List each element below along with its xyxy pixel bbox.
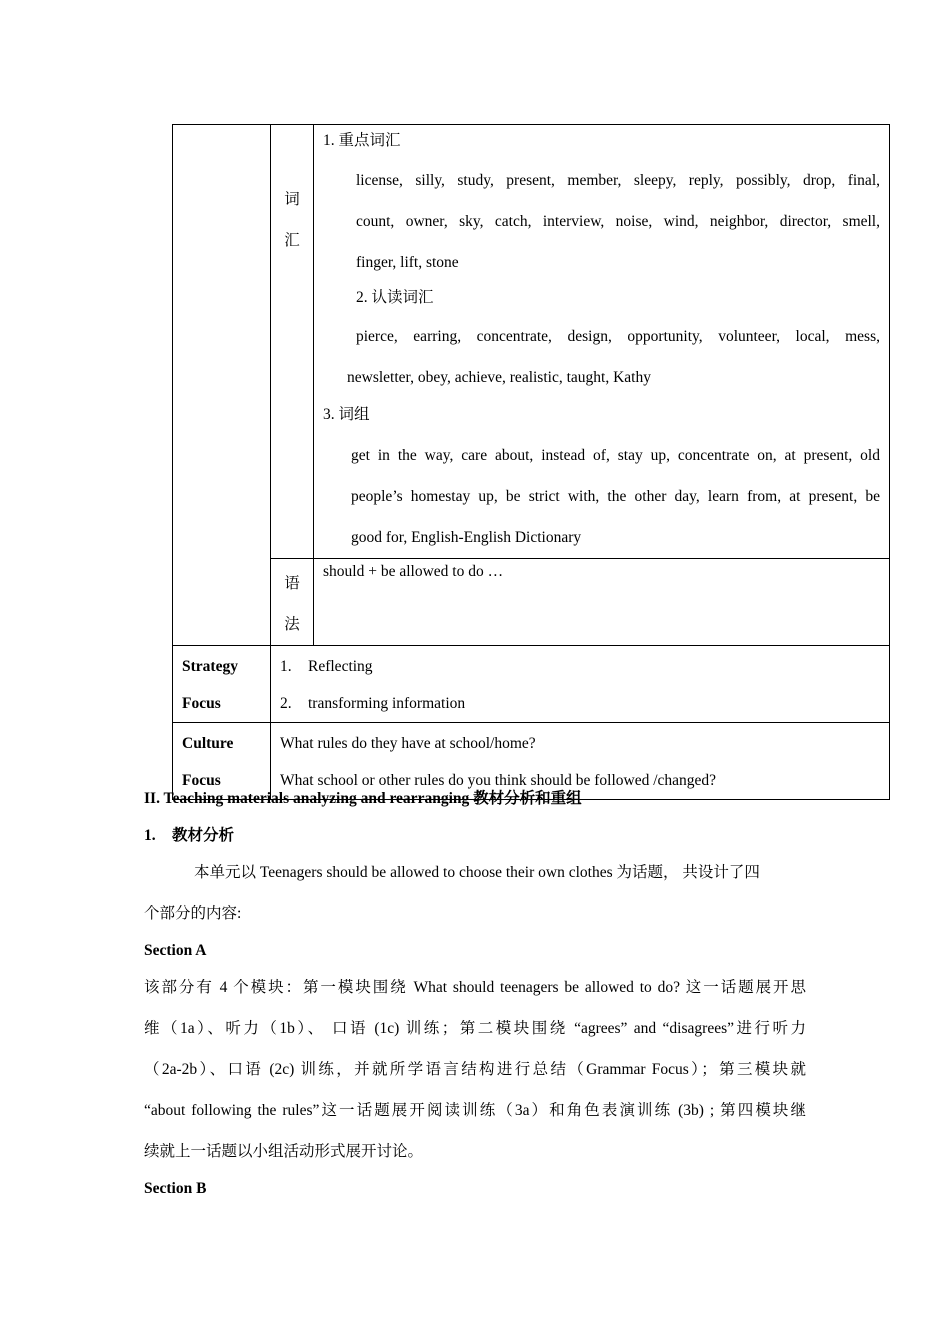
intro-line-1: 本单元以 Teenagers should be allowed to choose their own clothes 为话题， 共设计了四 xyxy=(194,864,760,881)
strategy-label-line-1: Strategy xyxy=(182,658,238,675)
section-a-line-1: 该部分有 4 个模块：第一模块围绕 What should teenagers be allowed to do? 这一话题展开思 xyxy=(144,979,806,996)
culture-label-line-2: Focus xyxy=(182,772,221,789)
strategy-content-cell xyxy=(271,646,890,723)
unit-overview-table xyxy=(172,124,890,800)
read-vocab-heading: 2. 认读词汇 xyxy=(356,289,434,306)
grammar-label-char-1: 语 xyxy=(284,575,300,592)
section-b-title: Section B xyxy=(144,1180,207,1197)
vocab-label-char-2: 汇 xyxy=(284,232,300,249)
culture-item-2: What school or other rules do you think should be followed /changed? xyxy=(280,772,717,789)
phrase-line-1: get in the way, care about, instead of, stay up, concentrate on, at present, old xyxy=(351,447,880,464)
section-a-line-3: （2a-2b）、口语 (2c) 训练，并就所学语言结构进行总结（Grammar Focus）；第三模块就 xyxy=(144,1061,806,1078)
strategy-item-1-num: 1. xyxy=(280,658,292,675)
intro-paragraph xyxy=(144,852,806,934)
strategy-label-line-2: Focus xyxy=(182,695,221,712)
key-vocab-line-1: license, silly, study, present, member, sleepy, reply, possibly, drop, final, xyxy=(356,172,880,189)
grammar-label-char-2: 法 xyxy=(284,616,300,633)
sub-heading-text: 教材分析 xyxy=(172,827,235,844)
read-vocab-line-2: newsletter, obey, achieve, realistic, taught, Kathy xyxy=(347,369,651,386)
section-a-paragraph xyxy=(144,967,806,1172)
grammar-label-cell xyxy=(271,559,314,646)
phrase-heading: 3. 词组 xyxy=(323,406,370,423)
strategy-label-cell xyxy=(173,646,271,723)
key-vocab-line-2: count, owner, sky, catch, interview, noise, wind, neighbor, director, smell, xyxy=(356,213,880,230)
grammar-content-cell xyxy=(314,559,890,646)
strategy-item-2-text: transforming information xyxy=(308,695,466,712)
section-a-title: Section A xyxy=(144,942,207,959)
vocab-label-cell xyxy=(271,125,314,559)
phrase-line-2: people’s homestay up, be strict with, the other day, learn from, at present, be xyxy=(351,488,880,505)
sub-heading-num: 1. xyxy=(144,827,156,844)
language-goals-blank-cell xyxy=(173,125,271,646)
vocab-label-char-1: 词 xyxy=(284,191,300,208)
vocab-content-cell xyxy=(314,125,890,559)
culture-label-line-1: Culture xyxy=(182,735,234,752)
strategy-item-2 xyxy=(280,685,880,722)
intro-line-2: 个部分的内容: xyxy=(144,905,242,922)
key-vocab-line-3: finger, lift, stone xyxy=(356,254,459,271)
phrase-line-3: good for, English-English Dictionary xyxy=(351,529,582,546)
grammar-text: should + be allowed to do … xyxy=(323,563,504,580)
read-vocab-line-1: pierce, earring, concentrate, design, opportunity, volunteer, local, mess, xyxy=(356,328,880,345)
culture-item-1: What rules do they have at school/home? xyxy=(280,735,536,752)
section-a-line-4: “about following the rules”这一话题展开阅读训练（3a）和角色表演训练 (3b) ; 第四模块继 xyxy=(144,1102,806,1119)
key-vocab-heading: 1. 重点词汇 xyxy=(323,132,401,149)
strategy-item-1-text: Reflecting xyxy=(308,658,373,675)
strategy-item-2-num: 2. xyxy=(280,695,292,712)
section-a-line-2: 维（1a）、听力（1b）、 口语 (1c) 训练；第二模块围绕 “agrees” and “disagrees”进行听力 xyxy=(144,1020,806,1037)
strategy-item-1 xyxy=(280,648,880,685)
sub-heading xyxy=(144,824,806,848)
section-a-line-5: 续就上一话题以小组活动形式展开讨论。 xyxy=(144,1143,424,1160)
section-heading: II. Teaching materials analyzing and rearranging 教材分析和重组 xyxy=(144,790,582,807)
